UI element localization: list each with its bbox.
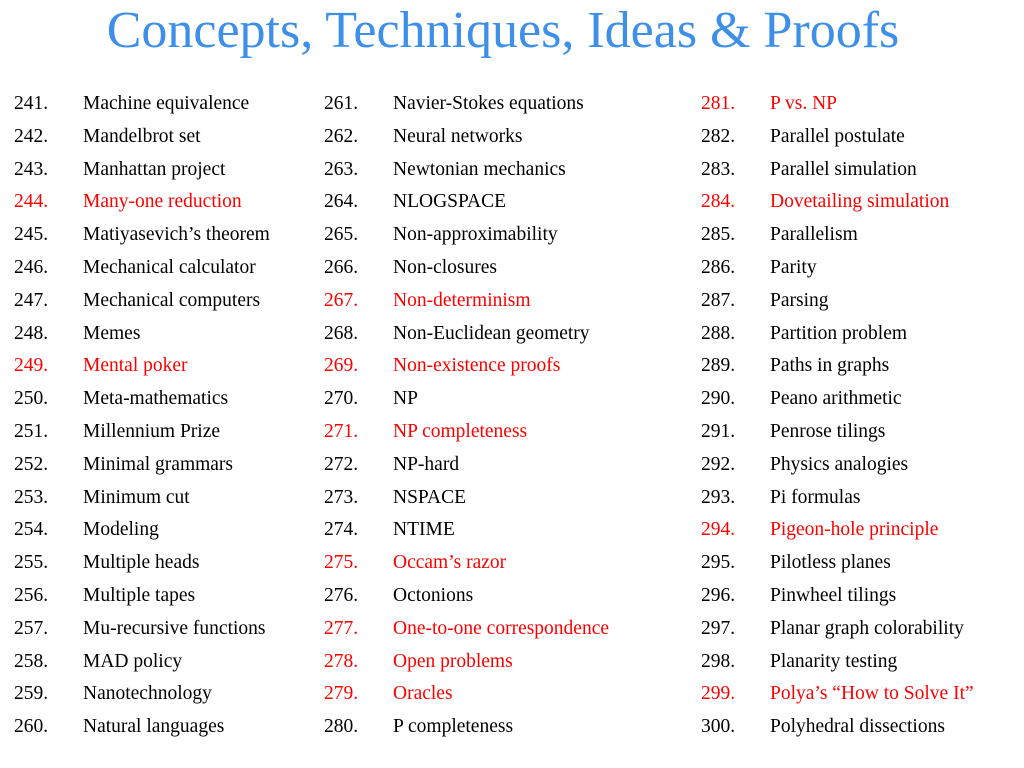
- item-label: NTIME: [393, 519, 455, 541]
- item-label: P vs. NP: [770, 93, 838, 114]
- item-number: 261.: [324, 93, 359, 114]
- list-item: [324, 318, 609, 351]
- item-number: 298.: [701, 650, 736, 672]
- item-label: Modeling: [83, 519, 159, 541]
- list-item: [701, 449, 974, 482]
- item-label: Non-existence proofs: [393, 355, 561, 377]
- item-number: 266.: [324, 256, 359, 278]
- item-number: 285.: [701, 224, 736, 246]
- item-label: Matiyasevich’s theorem: [83, 224, 270, 246]
- item-label: Occam’s razor: [393, 552, 507, 574]
- item-number: 283.: [701, 158, 736, 180]
- item-number: 256.: [14, 584, 49, 606]
- item-label: Neural networks: [393, 125, 523, 147]
- item-number: 268.: [324, 322, 359, 344]
- item-number: 284.: [701, 191, 736, 213]
- item-label: Memes: [83, 322, 141, 344]
- item-number: 265.: [324, 224, 359, 246]
- item-label: Paths in graphs: [770, 355, 890, 377]
- list-item: [701, 482, 974, 515]
- item-label: Mechanical computers: [83, 289, 261, 311]
- list-item: [701, 416, 974, 449]
- list-item: [14, 482, 270, 515]
- list-item: [701, 383, 974, 416]
- item-number: 281.: [701, 93, 736, 114]
- item-number: 272.: [324, 453, 359, 475]
- list-item: [701, 646, 974, 679]
- item-label: Mandelbrot set: [83, 125, 201, 147]
- list-item: [14, 252, 270, 285]
- list-item: [14, 219, 270, 252]
- item-label: Multiple heads: [83, 552, 200, 574]
- item-number: 277.: [324, 617, 359, 639]
- item-label: Peano arithmetic: [770, 388, 902, 410]
- list-item: [701, 350, 974, 383]
- item-label: Octonions: [393, 584, 474, 606]
- list-item: [14, 613, 270, 646]
- item-number: 287.: [701, 289, 736, 311]
- item-number: 250.: [14, 388, 49, 410]
- item-label: Millennium Prize: [83, 420, 221, 442]
- item-label: Mechanical calculator: [83, 256, 256, 278]
- item-label: Natural languages: [83, 716, 225, 738]
- item-number: 248.: [14, 322, 49, 344]
- item-label: Navier-Stokes equations: [393, 93, 584, 114]
- item-number: 294.: [701, 519, 736, 541]
- list-item: [324, 482, 609, 515]
- list-item: [14, 154, 270, 187]
- item-label: MAD policy: [83, 650, 183, 672]
- list-item: [14, 121, 270, 154]
- list-item: [701, 318, 974, 351]
- item-number: 299.: [701, 683, 736, 705]
- item-number: 253.: [14, 486, 49, 508]
- item-label: Newtonian mechanics: [393, 158, 566, 180]
- item-number: 276.: [324, 584, 359, 606]
- list-item: [14, 416, 270, 449]
- list-item: [324, 580, 609, 613]
- item-label: Parity: [770, 256, 817, 278]
- list-item: [701, 711, 974, 744]
- item-label: Dovetailing simulation: [770, 191, 950, 213]
- item-label: Manhattan project: [83, 158, 226, 180]
- item-number: 286.: [701, 256, 736, 278]
- item-label: Polyhedral dissections: [770, 716, 945, 738]
- item-label: Minimum cut: [83, 486, 190, 508]
- item-number: 242.: [14, 125, 49, 147]
- list-item: [701, 514, 974, 547]
- item-label: Planarity testing: [770, 650, 898, 672]
- topic-column-2: [324, 88, 609, 744]
- list-item: [324, 449, 609, 482]
- item-label: Parsing: [770, 289, 829, 311]
- item-number: 291.: [701, 420, 736, 442]
- list-item: [14, 383, 270, 416]
- list-item: [701, 121, 974, 154]
- item-number: 271.: [324, 420, 359, 442]
- item-label: Many-one reduction: [83, 191, 242, 213]
- item-number: 267.: [324, 289, 359, 311]
- item-label: Parallel simulation: [770, 158, 917, 180]
- item-number: 292.: [701, 453, 736, 475]
- list-item: [14, 646, 270, 679]
- list-item: [701, 547, 974, 580]
- item-label: Pilotless planes: [770, 552, 891, 574]
- item-number: 252.: [14, 453, 49, 475]
- item-number: 259.: [14, 683, 49, 705]
- item-number: 288.: [701, 322, 736, 344]
- list-item: [14, 547, 270, 580]
- item-number: 296.: [701, 584, 736, 606]
- item-number: 255.: [14, 552, 49, 574]
- item-label: Pinwheel tilings: [770, 584, 897, 606]
- item-label: Machine equivalence: [83, 93, 250, 114]
- item-number: 274.: [324, 519, 359, 541]
- list-item: [324, 646, 609, 679]
- list-item: [324, 285, 609, 318]
- list-item: [324, 350, 609, 383]
- list-item: [14, 285, 270, 318]
- item-number: 245.: [14, 224, 49, 246]
- item-label: Non-determinism: [393, 289, 531, 311]
- list-item: [14, 88, 270, 121]
- list-item: [14, 711, 270, 744]
- list-item: [701, 88, 974, 121]
- list-item: [701, 219, 974, 252]
- list-item: [701, 613, 974, 646]
- item-number: 247.: [14, 289, 49, 311]
- item-label: P completeness: [393, 716, 514, 738]
- item-number: 290.: [701, 388, 736, 410]
- item-number: 246.: [14, 256, 49, 278]
- item-number: 275.: [324, 552, 359, 574]
- item-number: 270.: [324, 388, 359, 410]
- list-item: [14, 580, 270, 613]
- list-item: [324, 154, 609, 187]
- list-item: [14, 678, 270, 711]
- list-item: [14, 514, 270, 547]
- list-item: [324, 514, 609, 547]
- list-item: [324, 219, 609, 252]
- item-number: 289.: [701, 355, 736, 377]
- item-label: Parallel postulate: [770, 125, 905, 147]
- list-item: [324, 383, 609, 416]
- list-item: [324, 416, 609, 449]
- list-item: [324, 613, 609, 646]
- item-number: 278.: [324, 650, 359, 672]
- item-label: NP completeness: [393, 420, 528, 442]
- item-label: NSPACE: [393, 486, 466, 508]
- item-label: Meta-mathematics: [83, 388, 229, 410]
- topic-column-1: [14, 88, 270, 744]
- item-label: NLOGSPACE: [393, 191, 507, 213]
- item-label: Non-closures: [393, 256, 497, 278]
- item-label: Pigeon-hole principle: [770, 519, 939, 541]
- topic-column-3: [701, 88, 974, 744]
- list-item: [701, 252, 974, 285]
- list-item: [14, 318, 270, 351]
- item-label: Pi formulas: [770, 486, 861, 508]
- item-number: 264.: [324, 191, 359, 213]
- item-label: Penrose tilings: [770, 420, 886, 442]
- item-label: Parallelism: [770, 224, 858, 246]
- item-label: NP-hard: [393, 453, 460, 475]
- item-number: 273.: [324, 486, 359, 508]
- item-label: Non-approximability: [393, 224, 558, 246]
- item-label: Multiple tapes: [83, 584, 196, 606]
- item-label: Mental poker: [83, 355, 188, 377]
- list-item: [701, 186, 974, 219]
- item-number: 243.: [14, 158, 49, 180]
- item-number: 254.: [14, 519, 49, 541]
- list-item: [701, 678, 974, 711]
- list-item: [701, 154, 974, 187]
- item-label: Oracles: [393, 683, 453, 705]
- item-number: 282.: [701, 125, 736, 147]
- item-label: Planar graph colorability: [770, 617, 964, 639]
- item-number: 280.: [324, 716, 359, 738]
- page-title: Concepts, Techniques, Ideas & Proofs: [106, 2, 900, 59]
- list-item: [324, 547, 609, 580]
- list-item: [324, 186, 609, 219]
- list-item: [14, 186, 270, 219]
- item-label: Physics analogies: [770, 453, 909, 475]
- item-number: 262.: [324, 125, 359, 147]
- item-number: 241.: [14, 93, 49, 114]
- item-number: 300.: [701, 716, 736, 738]
- item-label: One-to-one correspondence: [393, 617, 610, 639]
- item-number: 257.: [14, 617, 49, 639]
- list-item: [324, 252, 609, 285]
- item-label: Nanotechnology: [83, 683, 212, 705]
- item-number: 260.: [14, 716, 49, 738]
- list-item: [14, 449, 270, 482]
- item-number: 263.: [324, 158, 359, 180]
- list-item: [324, 88, 609, 121]
- list-item: [14, 350, 270, 383]
- list-item: [324, 121, 609, 154]
- item-label: Open problems: [393, 650, 513, 672]
- item-label: Partition problem: [770, 322, 908, 344]
- item-number: 251.: [14, 420, 49, 442]
- item-label: Non-Euclidean geometry: [393, 322, 590, 344]
- item-number: 279.: [324, 683, 359, 705]
- list-item: [324, 711, 609, 744]
- item-number: 249.: [14, 355, 49, 377]
- list-item: [701, 580, 974, 613]
- item-number: 269.: [324, 355, 359, 377]
- list-item: [701, 285, 974, 318]
- list-item: [324, 678, 609, 711]
- item-label: Minimal grammars: [83, 453, 234, 475]
- item-label: Mu-recursive functions: [83, 617, 266, 639]
- item-number: 244.: [14, 191, 49, 213]
- item-number: 258.: [14, 650, 49, 672]
- item-number: 297.: [701, 617, 736, 639]
- item-label: Polya’s “How to Solve It”: [770, 683, 974, 705]
- item-number: 293.: [701, 486, 736, 508]
- item-label: NP: [393, 388, 418, 410]
- item-number: 295.: [701, 552, 736, 574]
